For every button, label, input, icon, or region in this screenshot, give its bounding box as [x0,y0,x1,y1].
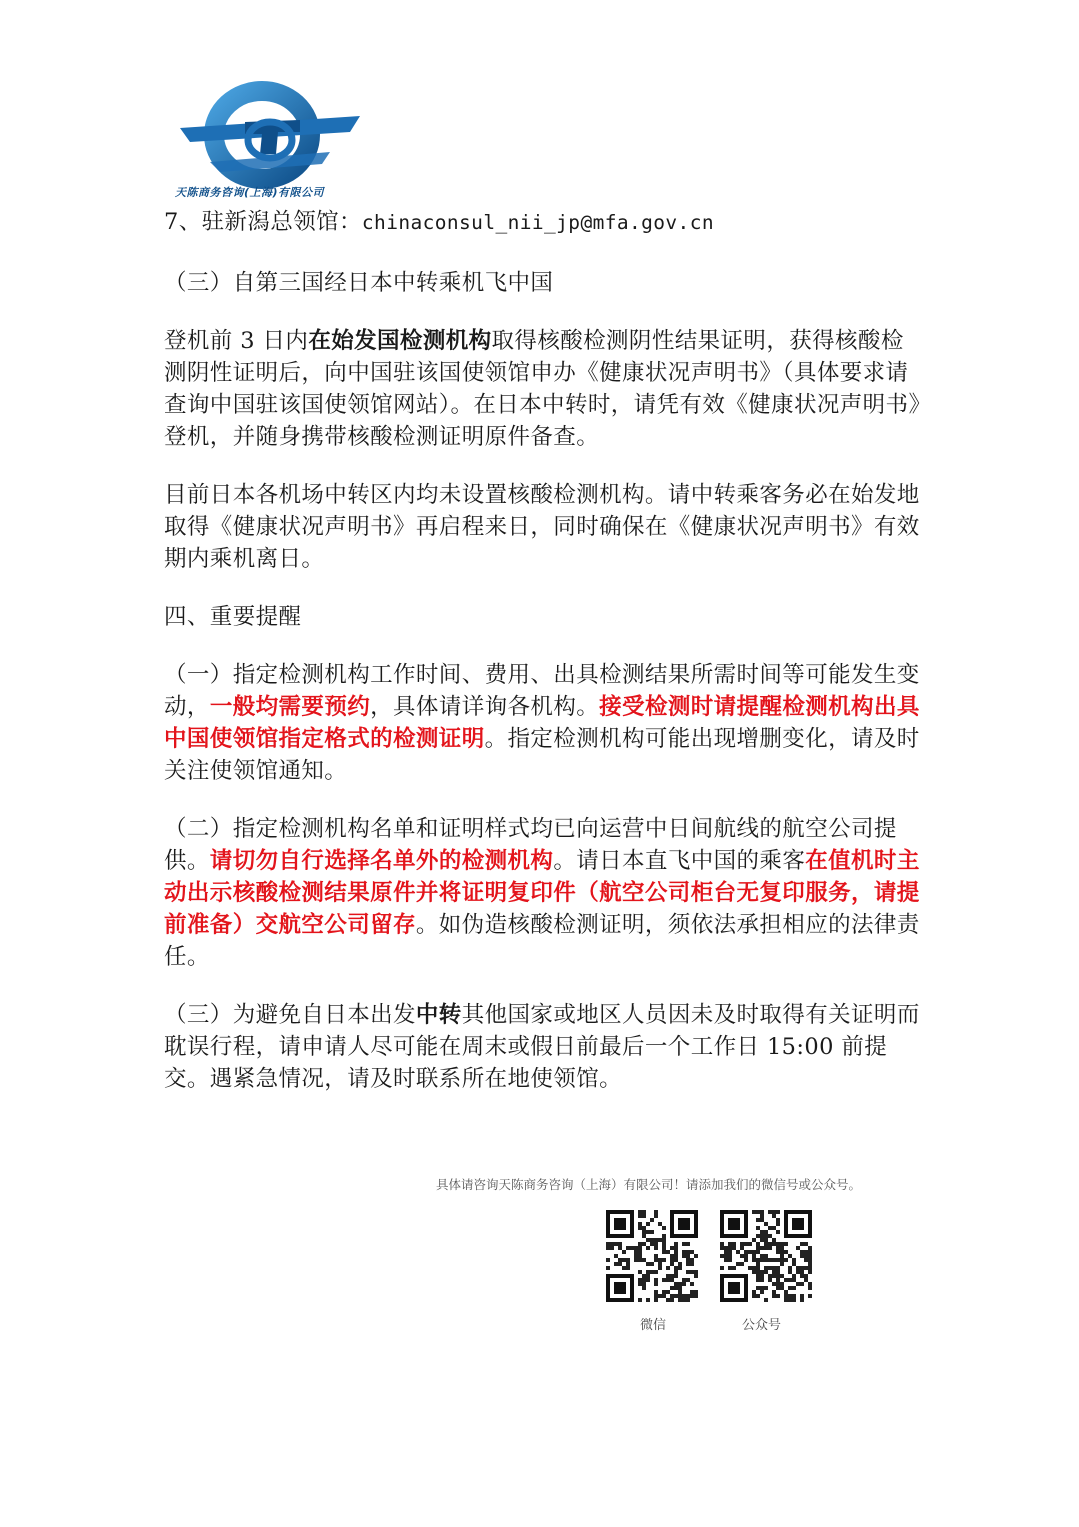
section4-item-1: （一）指定检测机构工作时间、费用、出具检测结果所需时间等可能发生变动，一般均需要预约，具体请详询各机构。接受检测时请提醒检测机构出具中国使领馆指定格式的检测证明。指定检测机构可能出现增删变化，请及时关注使领馆通知。 [164,662,920,784]
section4-heading: 四、重要提醒 [164,604,302,630]
footer-contact-note: 具体请咨询天陈商务咨询（上海）有限公司！请添加我们的微信号或公众号。 [436,1177,862,1192]
section4-item-2: （二）指定检测机构名单和证明样式均已向运营中日间航线的航空公司提供。请切勿自行选择名单外的检测机构。请日本直飞中国的乘客在值机时主动出示核酸检测结果原件并将证明复印件（航空公司柜台无复印服务，请提前准备）交航空公司留存。如伪造核酸检测证明，须依法承担相应的法律责任。 [164,816,920,970]
consulate-niigata-line: 7、驻新潟总领馆：chinaconsul_nii_jp@mfa.gov.cn [164,209,714,235]
section3-paragraph-2: 目前日本各机场中转区内均未设置核酸检测机构。请中转乘客务必在始发地取得《健康状况声明书》再启程来日，同时确保在《健康状况声明书》有效期内乘机离日。 [164,482,920,572]
section3-paragraph-1: 登机前 3 日内在始发国检测机构取得核酸检测阴性结果证明，获得核酸检测阴性证明后，向中国驻该国使领馆申办《健康状况声明书》（具体要求请查询中国驻该国使领馆网站）。在日本中转时，请凭有效《健康状况声明书》登机，并随身携带核酸检测证明原件备查。 [164,328,921,450]
official-account-qr-label: 公众号 [742,1318,782,1333]
section4-item-3: （三）为避免自日本出发中转其他国家或地区人员因未及时取得有关证明而耽误行程，请申请人尽可能在周末或假日前最后一个工作日 15:00 前提交。遇紧急情况，请及时联系所在地使领馆。 [164,1002,920,1092]
section3-heading: （三）自第三国经日本中转乘机飞中国 [164,270,554,296]
wechat-qr-code [606,1210,698,1302]
consulate-email: chinaconsul_nii_jp@mfa.gov.cn [361,211,714,234]
logo-company-name: 天陈商务咨询(上海)有限公司 [175,186,325,199]
document-body [164,206,924,1095]
wechat-qr-label: 微信 [640,1318,667,1333]
official-account-qr-code [720,1210,812,1302]
